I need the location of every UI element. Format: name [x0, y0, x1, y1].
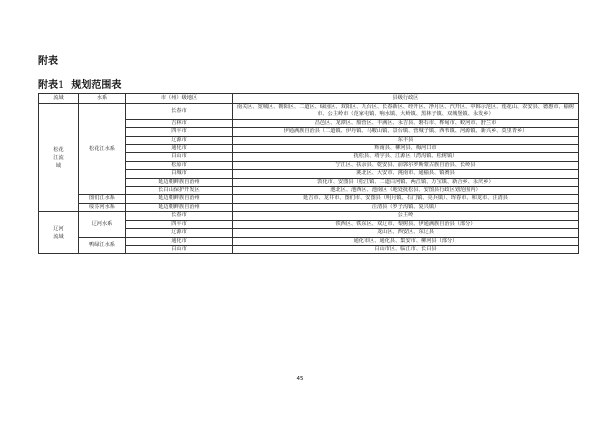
county-cell: 洮北区、大安市、洮南市、通榆县、镇赉县 [233, 170, 579, 178]
city-cell: 长白山保护开发区 [126, 187, 233, 195]
water-system-cell: 绥芬河水系 [79, 203, 126, 211]
county-cell: 东丰县 [233, 136, 579, 144]
county-cell: 抚松县、靖宇县、江源区（湾沟镇、松树镇） [233, 153, 579, 161]
table-title [38, 76, 121, 91]
table-title-text: 规划范围表 [71, 80, 122, 91]
city-cell: 长春市 [126, 104, 233, 120]
table-header-row [39, 94, 579, 104]
basin-group [39, 212, 579, 254]
basin-cell: 辽河 流域 [39, 212, 79, 254]
city-cell: 松原市 [126, 161, 233, 169]
table-row [39, 104, 579, 120]
header-water-system: 水系 [79, 94, 126, 104]
header-county-level: 县级行政区 [233, 94, 579, 104]
county-cell: 通化市区、通化县、集安市、柳河县（部分） [233, 237, 579, 245]
table-row [39, 195, 579, 203]
county-cell: 白山市区、临江市、长白县 [233, 245, 579, 253]
city-cell: 辽源市 [126, 136, 233, 144]
city-cell: 延边朝鲜族自治州 [126, 195, 233, 203]
county-cell: 宁江区、扶余县、乾安县、前郭尔罗斯蒙古族自治县、长岭县 [233, 161, 579, 169]
water-system-cell: 松花江水系 [79, 104, 126, 195]
water-system-cell: 鸭绿江水系 [79, 237, 126, 254]
city-cell: 白城市 [126, 170, 233, 178]
county-cell: 南关区、宽城区、朝阳区、二道区、绿园区、双阳区、九台区、长春新区、经开区、净月区、汽开区、中韩示范区、莲花山、农安县、德惠市、榆树市、公主岭市（范家屯镇、响水镇、大岭镇、黑林子镇、双城堡镇、永发乡） [233, 104, 579, 120]
county-cell: 敦化市、安图县（松江镇、二道白河镇、两江镇、万宝镇、新合乡、永庆乡） [233, 178, 579, 186]
page-number: 45 [296, 376, 304, 382]
county-cell: 伊通满族自治县（二道镇、伊丹镇、马鞍山镇、景台镇、营城子镇、西苇镇、河源镇、新兴乡、莫里青乡） [233, 128, 579, 136]
water-system-cell: 辽河水系 [79, 212, 126, 237]
city-cell: 通化市 [126, 237, 233, 245]
county-cell: 昌邑区、龙潭区、船营区、丰满区、永吉县、磐石市、桦甸市、蛟河市、舒兰市 [233, 119, 579, 127]
header-basin: 流域 [39, 94, 79, 104]
county-cell: 延吉市、龙井市、图们市、安图县（明月镇、石门镇、亮兵镇）、珲春市、和龙市、汪清县 [233, 195, 579, 203]
county-cell: 公主岭 [233, 212, 579, 220]
table-row [39, 212, 579, 220]
planning-scope-table [38, 93, 579, 254]
county-cell: 池北区、池西区、池南区（地处抚松县、安图县行政区划范围内） [233, 187, 579, 195]
header-city-level: 市（州）级地区 [126, 94, 233, 104]
water-system-cell: 图们江水系 [79, 195, 126, 203]
city-cell: 通化市 [126, 145, 233, 153]
page-title: 附表 [38, 56, 58, 67]
county-cell: 辉南县、柳河县、梅河口市 [233, 145, 579, 153]
city-cell: 延边朝鲜族自治州 [126, 178, 233, 186]
table-title-prefix: 附表 [38, 80, 58, 91]
city-cell: 白山市 [126, 153, 233, 161]
city-cell: 吉林市 [126, 119, 233, 127]
city-cell: 四平市 [126, 220, 233, 228]
table-row [39, 237, 579, 245]
city-cell: 延边朝鲜族自治州 [126, 203, 233, 211]
city-cell: 四平市 [126, 128, 233, 136]
basin-cell: 松花 江流 域 [39, 104, 79, 212]
county-cell: 汪清县（罗子沟镇、复兴镇） [233, 203, 579, 211]
table-title-number: 1 [58, 80, 65, 91]
city-cell: 长春市 [126, 212, 233, 220]
city-cell: 辽源市 [126, 229, 233, 237]
table-row [39, 203, 579, 211]
county-cell: 铁西区、铁东区、双辽市、梨树县、伊通满族自治县（部分） [233, 220, 579, 228]
city-cell: 白山市 [126, 245, 233, 253]
basin-group [39, 104, 579, 212]
county-cell: 龙山区、西安区、东辽县 [233, 229, 579, 237]
